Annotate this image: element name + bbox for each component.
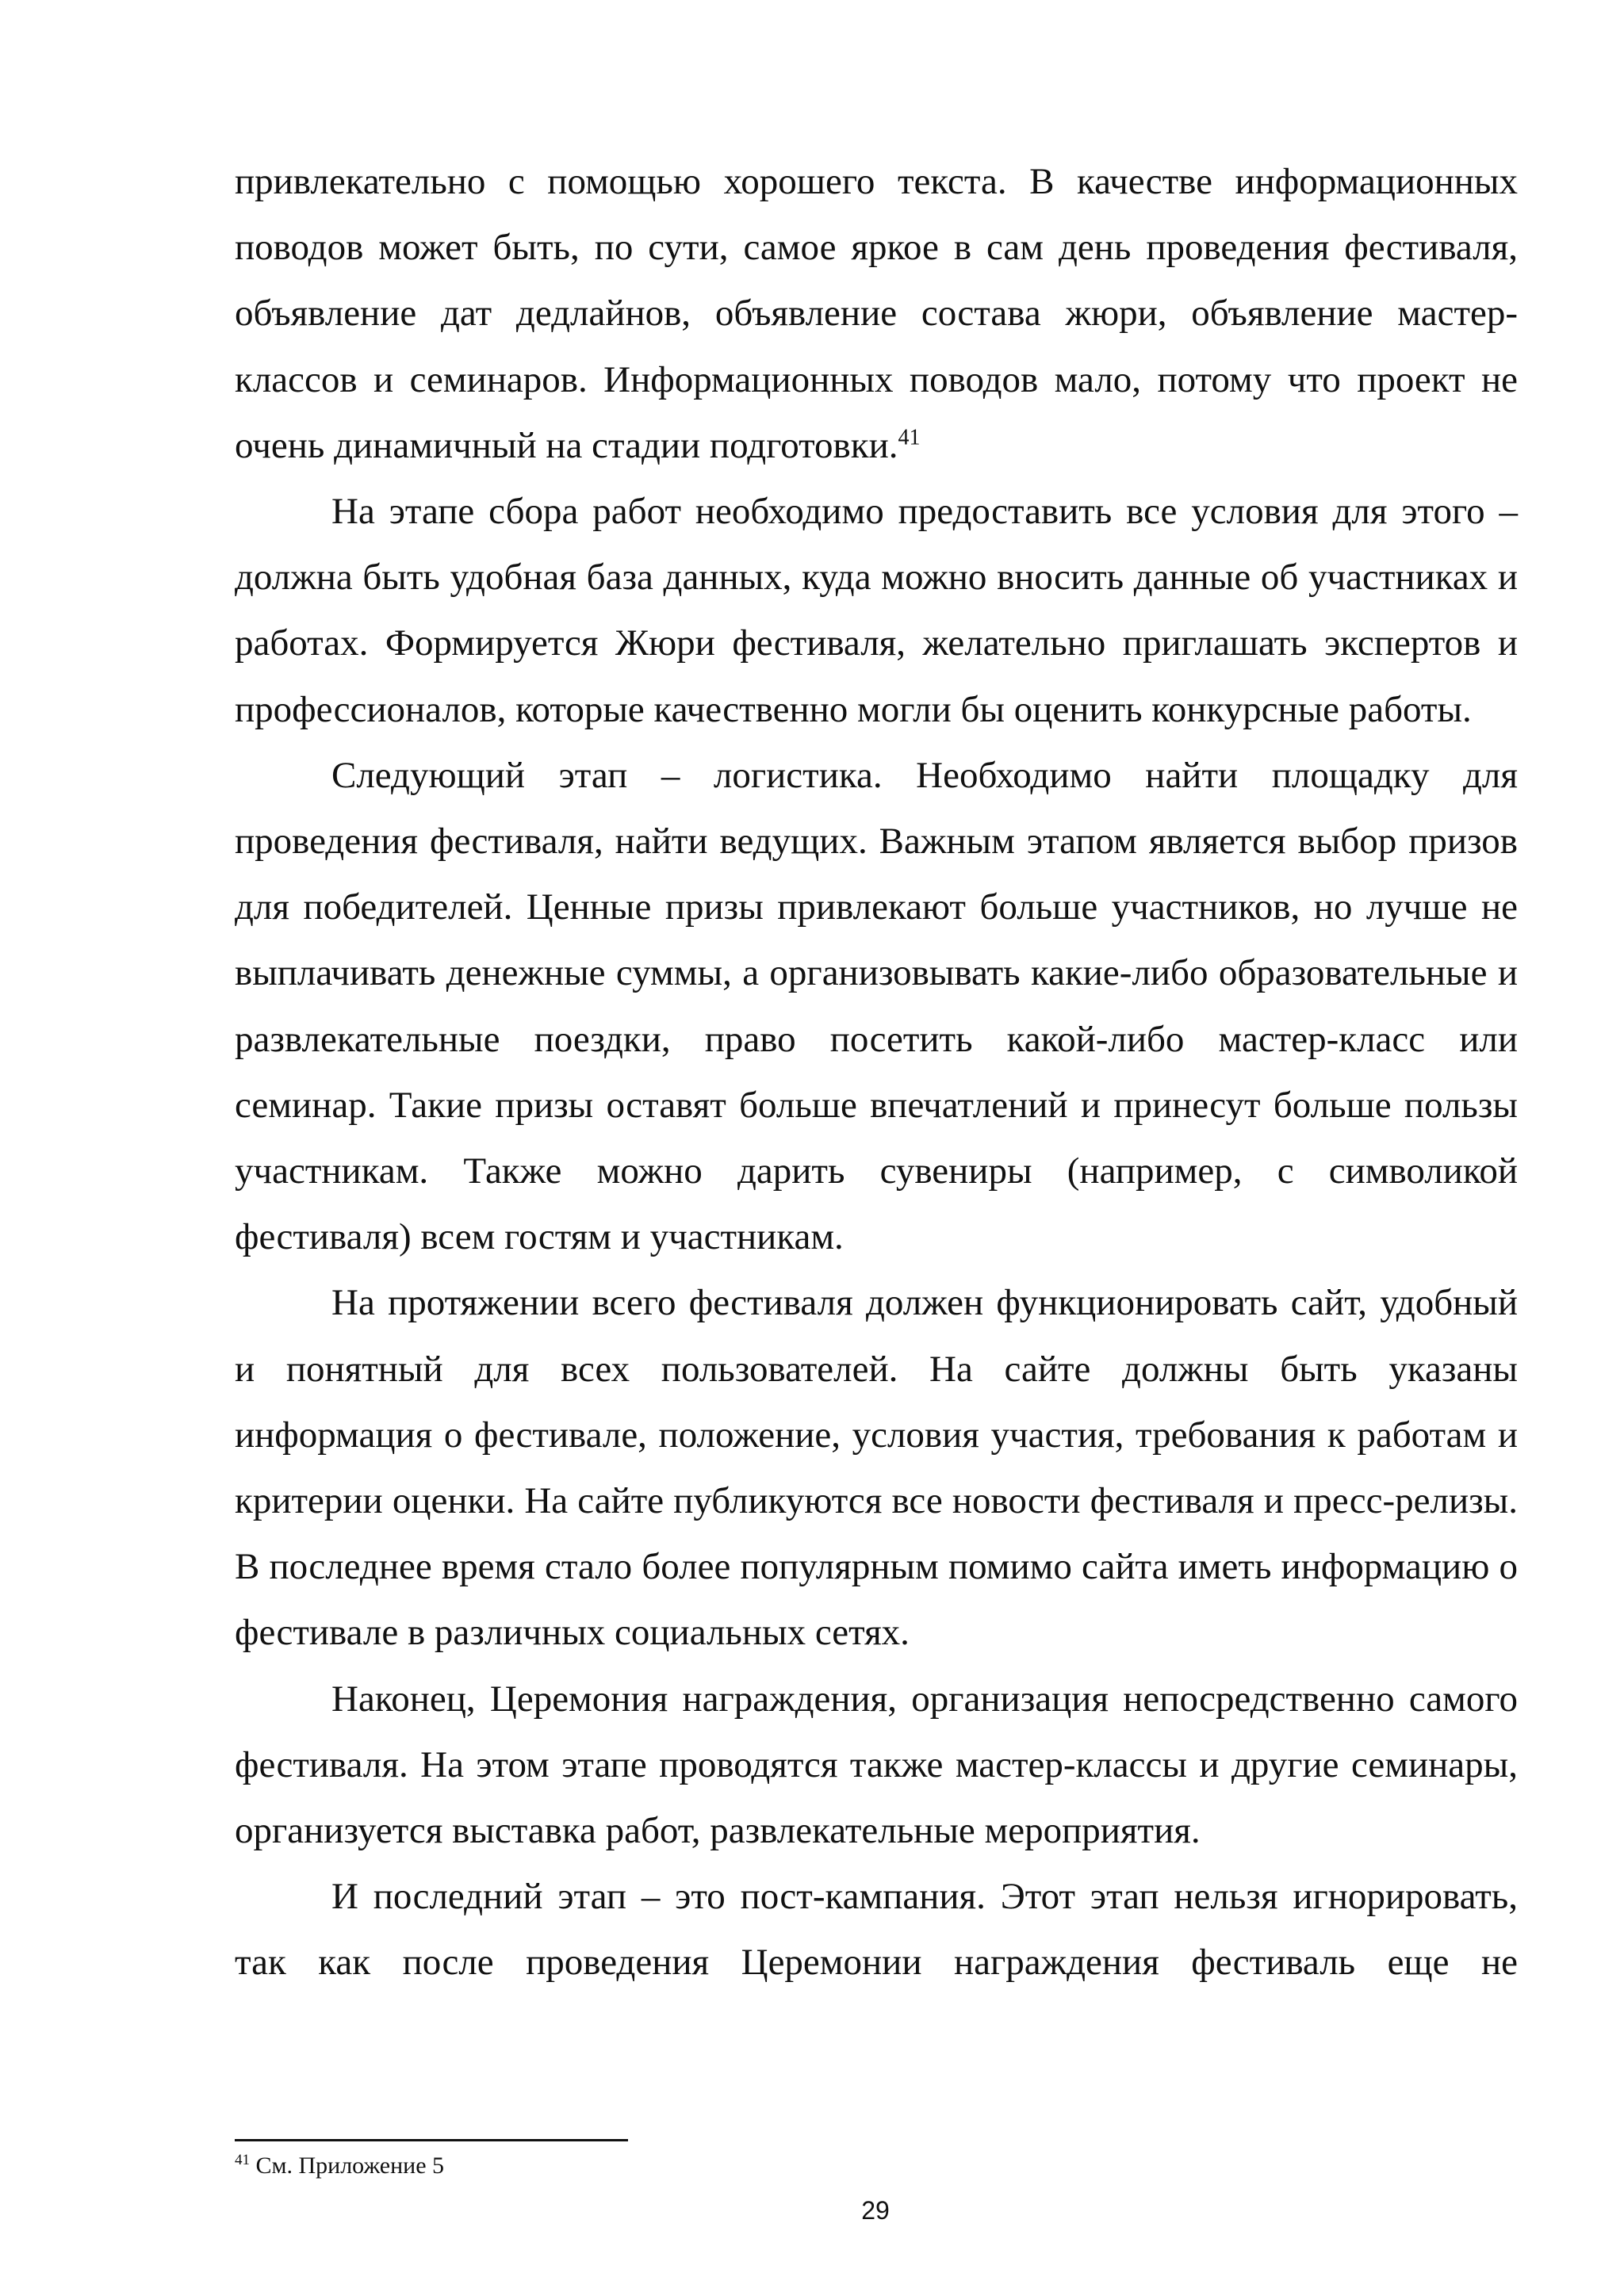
paragraph [235,149,1518,479]
body-text [235,149,1518,1996]
paragraph [235,479,1518,743]
paragraph-text: И последний этап – это пост-кампания. Этот этап нельзя игнорировать, так как после проведения Церемонии награждения фестиваль еще не [235,1876,1518,1984]
paragraph-text: На этапе сбора работ необходимо предоставить все условия для этого – должна быть удобная база данных, куда можно вносить данные об участниках и работах. Формируется Жюри фестиваля, желательно приглашать экспертов и профессионалов, которые качественно могли бы оценить конкурсные работы. [235,491,1518,730]
paragraph-text: Следующий этап – логистика. Необходимо найти площадку для проведения фестиваля, найти ведущих. Важным этапом является выбор призов для победителей. Ценные призы привлекают больше участников, но лучше не выплачивать денежные суммы, а организовывать какие-либо образовательные и развлекательные поездки, право посетить какой-либо мастер-класс или семинар. Такие призы оставят больше впечатлений и принесут больше пользы участникам. Также можно дарить сувениры (например, с символикой фестиваля) всем гостям и участникам. [235,754,1518,1258]
paragraph-text: На протяжении всего фестиваля должен функционировать сайт, удобный и понятный для всех пользователей. На сайте должны быть указаны информация о фестивале, положение, условия участия, требования к работам и критерии оценки. На сайте публикуются все новости фестиваля и пресс-релизы. В последнее время стало более популярным помимо сайта иметь информацию о фестивале в различных социальных сетях. [235,1282,1518,1654]
footnote-separator [235,2139,628,2141]
page-number: 29 [861,2196,890,2225]
footnote-reference[interactable]: 41 [898,425,921,450]
paragraph [235,1667,1518,1865]
paragraph [235,1864,1518,1996]
paragraph [235,1270,1518,1666]
paragraph-text: привлекательно с помощью хорошего текста. В качестве информационных поводов может быть, по сути, самое яркое в сам день проведения фестиваля, объявление дат дедлайнов, объявление состава жюри, объявление мастер-классов и семинаров. Информационных поводов мало, потому что проект не очень динамичный на стадии подготовки. [235,161,1518,466]
footnote-number: 41 [235,2152,250,2168]
paragraph-text: Наконец, Церемония награждения, организация непосредственно самого фестиваля. На этом этапе проводятся также мастер-классы и другие семинары, организуется выставка работ, развлекательные мероприятия. [235,1678,1518,1852]
footnote-text: См. Приложение 5 [250,2152,445,2179]
footnote [235,2152,869,2180]
paragraph [235,743,1518,1271]
